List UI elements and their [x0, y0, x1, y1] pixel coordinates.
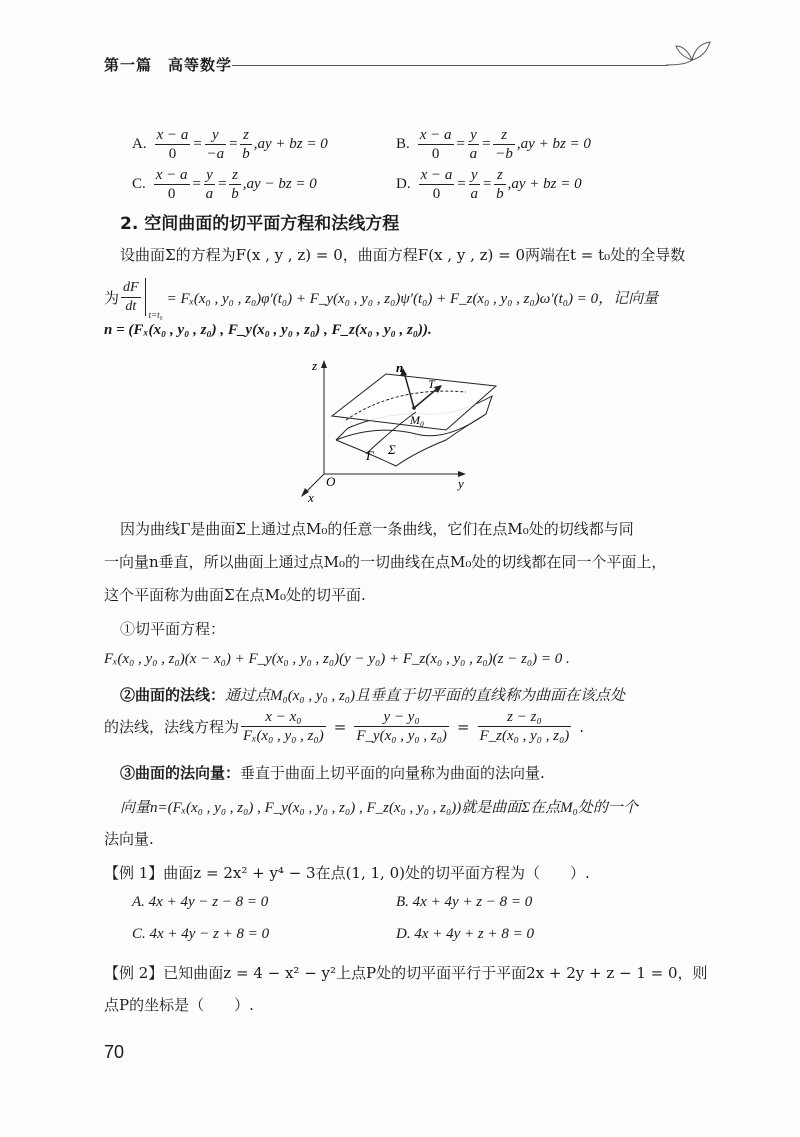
normal-vector-line-1: 向量n=(Fₓ(x₀ , y₀ , z₀) , F_y(x₀ , y₀ , z₀) , F_z(x₀ , y₀ , z₀))就是曲面Σ在点M₀处的一个	[120, 800, 638, 816]
explain-line-2: 一向量n垂直，所以曲面上通过点M₀的一切曲线在点M₀处的切线都在同一个平面上，	[104, 553, 667, 571]
example-1-option-a[interactable]: A. 4x + 4y − z − 8 = 0	[132, 894, 269, 910]
normal-label: n	[396, 360, 404, 375]
example-1: 【例 1】曲面z = 2x² + y⁴ − 3在点(1, 1, 0)处的切平面方程为（ ）.	[104, 864, 590, 882]
explain-line-1: 因为曲线Γ是曲面Σ上通过点M₀的任意一条曲线，它们在点M₀处的切线都与同	[120, 520, 634, 538]
tangent-plane-formula: Fₓ(x₀ , y₀ , z₀)(x − x₀) + F_y(x₀ , y₀ , z₀)(y − y₀) + F_z(x₀ , y₀ , z₀)(z − z₀) = 0 .	[104, 651, 570, 667]
y-axis-label: y	[458, 476, 464, 491]
x-axis-label: x	[308, 490, 314, 505]
normal-line-label: ②曲面的法线：	[120, 686, 226, 704]
normal-line-paragraph: ②曲面的法线：通过点M₀(x₀ , y₀ , z₀)且垂直于切平面的直线称为曲面在该点处	[120, 686, 626, 704]
example-1-option-c[interactable]: C. 4x + 4y − z + 8 = 0	[132, 926, 270, 942]
intro-line-1: 设曲面Σ的方程为F(x , y , z) = 0，曲面方程F(x , y , z) = 0两端在t = t₀处的全导数	[120, 246, 686, 264]
origin-label: O	[326, 474, 336, 489]
tangent-plane-label: ①切平面方程：	[120, 620, 226, 638]
tangent-plane-figure	[296, 356, 506, 506]
sigma-label: Σ	[388, 442, 396, 457]
option-d[interactable]: D. $\frac{x - a}{0}$ = $\frac{y}{a}$ = $\frac{z}{b}$ ,ay + bz = 0	[396, 167, 582, 202]
normal-vector-line-2: 法向量.	[104, 830, 154, 848]
tangent-label: T	[428, 377, 435, 391]
example-2-line-2: 点P的坐标是（ ）.	[104, 996, 254, 1014]
chapter-header: 第一篇 高等数学	[104, 56, 233, 74]
option-a[interactable]: A. $\frac{x - a}{0}$ = $\frac{y}{-a}$ = $\frac{z}{b}$ ,ay + bz = 0	[132, 127, 328, 162]
option-c[interactable]: C. $\frac{x - a}{0}$ = $\frac{y}{a}$ = $\frac{z}{b}$ ,ay − bz = 0	[132, 167, 317, 202]
example-1-option-d[interactable]: D. 4x + 4y + z + 8 = 0	[396, 926, 534, 942]
normal-vector-paragraph: ③曲面的法向量：垂直于曲面上切平面的向量称为曲面的法向量.	[120, 764, 545, 782]
intro-line-2: 为 $\frac{dF}{dt}$ t=t₀ = Fₓ(x₀ , y₀ , z₀)φ′(t₀) + F_y(x₀ , y₀ , z₀)ψ′(t₀) + F_z(x₀ , y₀ , z₀)ω′(t₀) = 0，记向量	[104, 279, 659, 320]
option-b[interactable]: B. $\frac{x - a}{0}$ = $\frac{y}{a}$ = $\frac{z}{-b}$ ,ay + bz = 0	[396, 127, 591, 162]
page-number: 70	[104, 1042, 125, 1062]
sprout-icon	[666, 32, 726, 72]
example-1-option-b[interactable]: B. 4x + 4y + z − 8 = 0	[396, 894, 533, 910]
intro-line-3: n = (Fₓ(x₀ , y₀ , z₀) , F_y(x₀ , y₀ , z₀) , F_z(x₀ , y₀ , z₀)).	[104, 322, 432, 338]
section-title: 2. 空间曲面的切平面方程和法线方程	[120, 214, 400, 234]
normal-vector-label: ③曲面的法向量：	[120, 764, 241, 782]
z-axis-label: z	[312, 358, 318, 373]
m0-label: M₀	[410, 413, 425, 427]
example-2-line-1: 【例 2】已知曲面z = 4 − x² − y²上点P处的切平面平行于平面2x + 2y + z − 1 = 0，则	[104, 964, 708, 982]
explain-line-3: 这个平面称为曲面Σ在点M₀处的切平面.	[104, 586, 366, 604]
gamma-label: Γ	[366, 448, 374, 463]
header-rule	[232, 65, 668, 66]
normal-line-equation: 的法线，法线方程为 $\frac{\text{x − x₀}}{\text{Fₓ(x₀ , y₀ , z₀)}}$ = $\frac{\text{y − y₀}}{\text{F\_y(x₀ , y₀ , z₀)}}$ = $\frac{\text{z − z₀}}{\text{F\_z(x₀ , y₀ , z₀)}}$ .	[104, 709, 585, 744]
